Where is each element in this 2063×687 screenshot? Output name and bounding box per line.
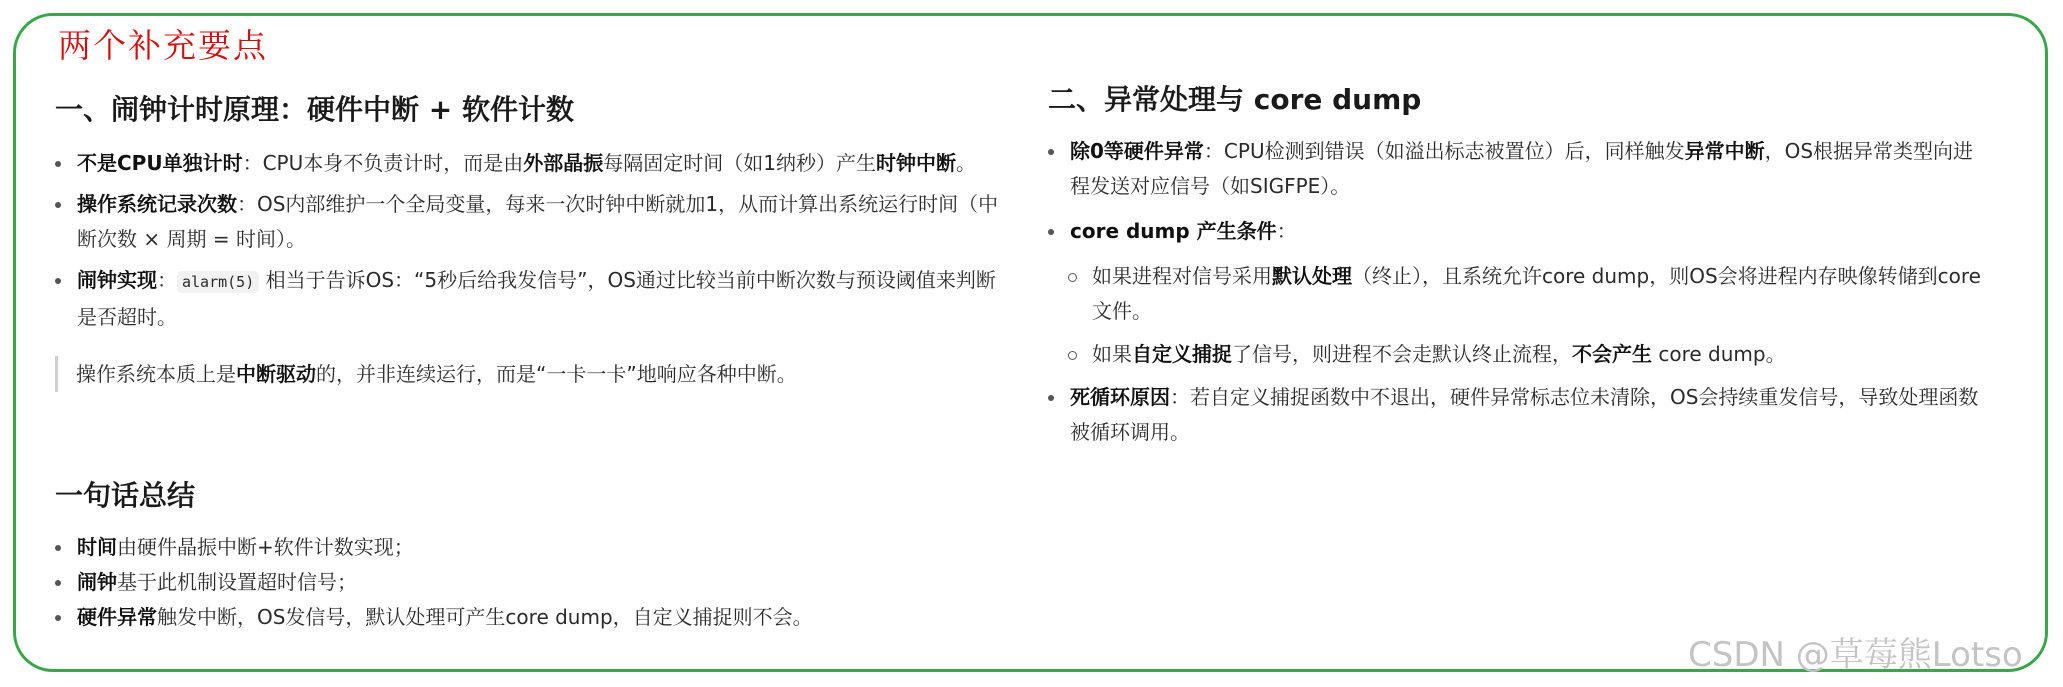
bold-term: core dump 产生条件 [1070, 219, 1277, 243]
quote-text: 操作系统本质上是 [76, 362, 236, 386]
summary-list [55, 530, 1005, 635]
core-dump-list [1048, 134, 2008, 450]
item-text: 如果 [1092, 342, 1132, 366]
item-text: 由硬件晶振中断+软件计数实现； [117, 535, 414, 559]
bold-term: 中断驱动 [236, 362, 316, 386]
bold-term: 不会产生 [1572, 342, 1652, 366]
list-item [1048, 214, 2008, 249]
item-text: 相当于告诉OS：“5秒后给我发信号”，OS通过比较当前中断次数与预设阈值来判断 [259, 268, 996, 292]
item-text: （终止），且系统允许core dump，则OS会将进程内存映像转储到core [1352, 264, 1981, 288]
item-text: ，OS根据异常类型向进 [1764, 139, 1974, 163]
item-text: 程发送对应信号（如SIGFPE）。 [1070, 174, 1351, 198]
list-item [55, 187, 1005, 257]
item-text: 被循环调用。 [1070, 420, 1190, 444]
item-text: 是否超时。 [77, 305, 177, 329]
bold-term: 默认处理 [1272, 264, 1352, 288]
item-text: ：CPU本身不负责计时，而是由 [242, 151, 524, 175]
bold-term: 闹钟 [77, 570, 117, 594]
sub-list-item [1048, 259, 2008, 329]
bold-term: 硬件异常 [77, 605, 157, 629]
section-heading-core-dump: 二、异常处理与 core dump [1048, 83, 1422, 116]
item-text: 基于此机制设置超时信号； [117, 570, 357, 594]
item-text: 触发中断，OS发信号，默认处理可产生core dump，自定义捕捉则不会。 [157, 605, 813, 629]
list-item [55, 146, 1005, 181]
section-heading-alarm: 一、闹钟计时原理：硬件中断 + 软件计数 [55, 93, 574, 126]
bold-term: 死循环原因 [1070, 385, 1170, 409]
item-text: 如果进程对信号采用 [1092, 264, 1272, 288]
item-text: 断次数 × 周期 = 时间）。 [77, 227, 306, 251]
list-item [55, 263, 1005, 335]
list-item [55, 600, 1005, 635]
alarm-list [55, 146, 1005, 335]
list-item [55, 565, 1005, 600]
item-text: ： [1276, 219, 1297, 243]
item-text: 文件。 [1092, 299, 1152, 323]
item-text: ： [157, 268, 177, 292]
list-item [55, 530, 1005, 565]
bold-term: 操作系统记录次数 [77, 192, 237, 216]
bold-term: 时间 [77, 535, 117, 559]
bold-term: 异常中断 [1684, 139, 1765, 163]
sub-list-item [1048, 337, 2008, 372]
bold-term: 除0等硬件异常 [1070, 139, 1204, 163]
bold-term: 不是CPU单独计时 [77, 151, 243, 175]
bold-term: 外部晶振 [523, 151, 604, 175]
bold-term: 闹钟实现 [77, 268, 157, 292]
item-text: 了信号，则进程不会走默认终止流程， [1232, 342, 1572, 366]
item-text: 。 [955, 151, 976, 175]
item-text: ：CPU检测到错误（如溢出标志被置位）后，同样触发 [1203, 139, 1685, 163]
watermark: CSDN @草莓熊Lotso [1688, 635, 2023, 675]
item-text: ：OS内部维护一个全局变量，每来一次时钟中断就加1，从而计算出系统运行时间（中 [237, 192, 999, 216]
item-text: ：若自定义捕捉函数中不退出，硬件异常标志位未清除，OS会持续重发信号，导致处理函数 [1170, 385, 1979, 409]
inline-code: alarm(5) [177, 271, 259, 293]
item-text: core dump。 [1652, 342, 1786, 366]
page-title: 两个补充要点 [58, 26, 268, 65]
section-heading-summary: 一句话总结 [55, 479, 196, 512]
list-item [1048, 134, 2008, 204]
bold-term: 时钟中断 [875, 151, 956, 175]
item-text: 每隔固定时间（如1纳秒）产生 [603, 151, 876, 175]
list-item [1048, 380, 2008, 450]
blockquote [55, 356, 797, 392]
bold-term: 自定义捕捉 [1132, 342, 1232, 366]
quote-text: 的，并非连续运行，而是“一卡一卡”地响应各种中断。 [316, 362, 797, 386]
